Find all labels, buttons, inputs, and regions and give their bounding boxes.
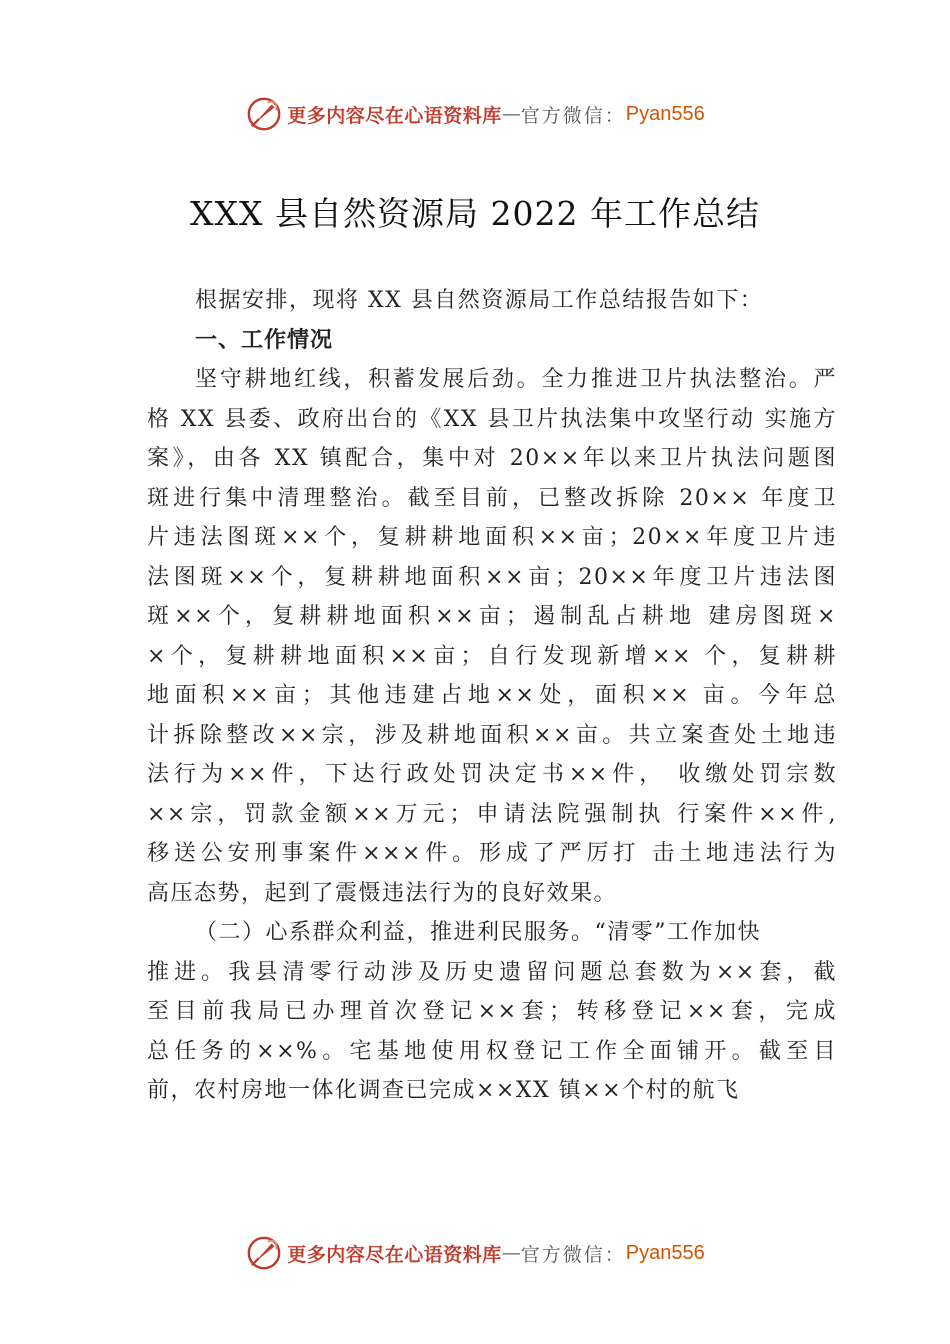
paragraph-line: 移送公安刑事案件×××件。形成了严厉打 击土地违法行为 xyxy=(147,841,837,866)
paragraph-line: 推进。我县清零行动涉及历史遗留问题总套数为××套，截 xyxy=(147,959,837,985)
section-heading: 一、工作情况 xyxy=(195,327,334,353)
document-title: XXX 县自然资源局 2022 年工作总结 xyxy=(190,194,760,233)
watermark-separator: — xyxy=(501,103,521,125)
paragraph-line: 地面积××亩；其他违建占地××处，面积×× 亩。今年总 xyxy=(147,683,837,708)
paragraph-line: 高压态势，起到了震慑违法行为的良好效果。 xyxy=(147,880,618,906)
paragraph-line: 法行为××件，下达行政处罚决定书××件， 收缴处罚宗数 xyxy=(147,762,837,787)
watermark-wechat-id: Pyan556 xyxy=(625,102,705,125)
watermark-header xyxy=(0,94,950,134)
paragraph-line: 计拆除整改××宗，涉及耕地面积××亩。共立案查处土地违 xyxy=(147,722,837,748)
quill-logo-icon xyxy=(245,95,283,133)
paragraph-line: 斑××个，复耕耕地面积××亩；遏制乱占耕地 建房图斑× xyxy=(147,604,837,629)
watermark-main-text: 更多内容尽在心语资料库 xyxy=(287,104,502,127)
watermark-wechat-id: Pyan556 xyxy=(625,1241,705,1264)
paragraph-line: 前，农村房地一体化调查已完成××XX 镇××个村的航飞 xyxy=(147,1078,740,1103)
paragraph-line: 总任务的××%。宅基地使用权登记工作全面铺开。截至目 xyxy=(147,1038,837,1064)
paragraph-line: 片违法图斑××个，复耕耕地面积××亩；20××年度卫片违 xyxy=(147,525,837,550)
paragraph-line: 案》，由各 XX 镇配合，集中对 20××年以来卫片执法问题图 xyxy=(147,446,837,471)
document-body xyxy=(147,281,837,1111)
paragraph-line: 根据安排，现将 XX 县自然资源局工作总结报告如下： xyxy=(195,288,764,313)
watermark-label: 官方微信： xyxy=(520,104,626,127)
quill-logo-icon xyxy=(245,1234,283,1272)
paragraph-line: ×个，复耕耕地面积××亩；自行发现新增×× 个，复耕耕 xyxy=(147,643,837,669)
paragraph-line: 坚守耕地红线，积蓄发展后劲。全力推进卫片执法整治。严 xyxy=(195,367,837,392)
paragraph-line: 至目前我局已办理首次登记××套；转移登记××套，完成 xyxy=(147,999,837,1024)
paragraph-line: 格 XX 县委、政府出台的《XX 县卫片执法集中攻坚行动 实施方 xyxy=(147,406,837,432)
watermark-label: 官方微信： xyxy=(520,1243,626,1266)
paragraph-line: 法图斑××个，复耕耕地面积××亩；20××年度卫片违法图 xyxy=(147,564,837,590)
watermark-main-text: 更多内容尽在心语资料库 xyxy=(287,1243,502,1266)
watermark-footer xyxy=(0,1233,950,1273)
paragraph-line: 斑进行集中清理整治。截至目前，已整改拆除 20×× 年度卫 xyxy=(147,485,837,511)
paragraph-line: ××宗，罚款金额××万元；申请法院强制执 行案件××件, xyxy=(147,801,837,827)
watermark-separator: — xyxy=(501,1242,521,1264)
paragraph-line: （二）心系群众利益，推进利民服务。“清零”工作加快 xyxy=(195,920,761,945)
